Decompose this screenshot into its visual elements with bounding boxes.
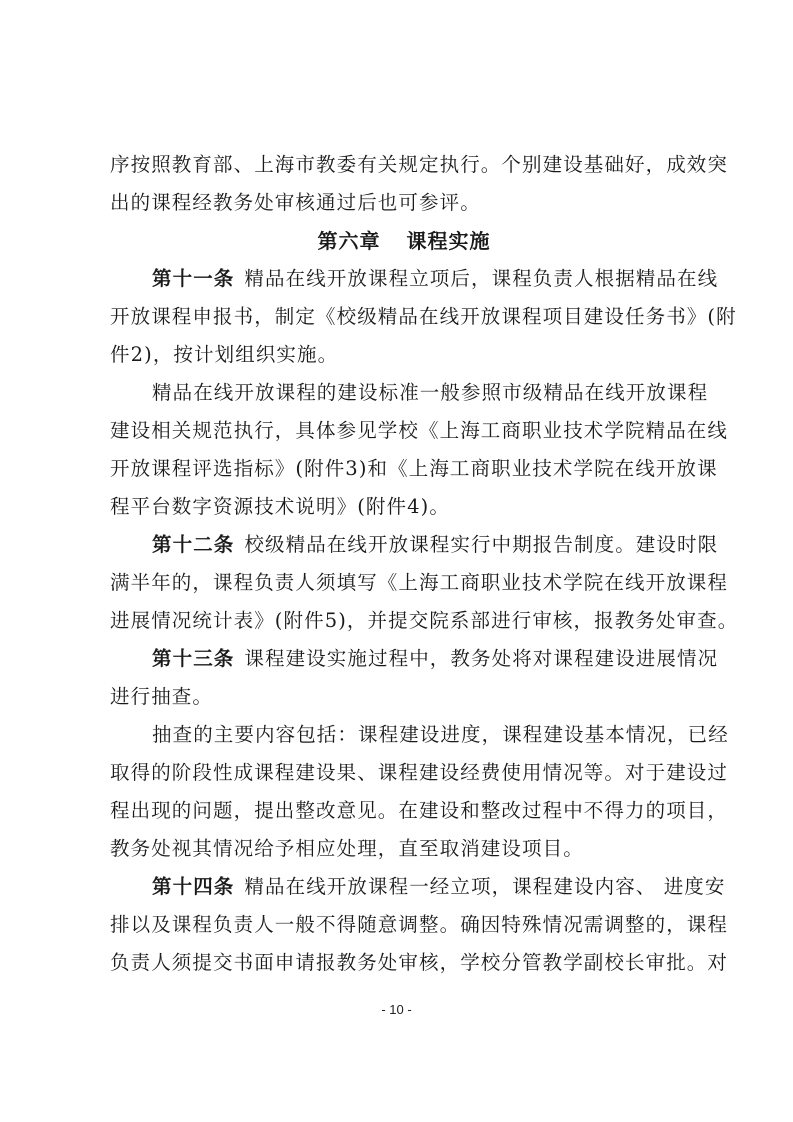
text-line: 精品在线开放课程的建设标准一般参照市级精品在线开放课程 xyxy=(152,381,709,404)
text-line: 开放课程评选指标》(附件3)和《上海工商职业技术学院在线开放课 xyxy=(110,457,718,480)
article-line xyxy=(110,526,719,564)
text-span: 精品在线开放课程立项后，课程负责人根据精品在线 xyxy=(244,267,719,290)
chapter-number: 第六章 xyxy=(317,229,381,253)
text-span: 精品在线开放课程一经立项，课程建设内容、 进度安 xyxy=(244,875,726,898)
article-label: 第十三条 xyxy=(152,647,235,670)
text-line: 开放课程申报书，制定《校级精品在线开放课程项目建设任务书》(附 xyxy=(110,305,737,328)
text-line: 排以及课程负责人一般不得随意调整。确因特殊情况需调整的，课程 xyxy=(110,913,729,936)
text-line: 序按照教育部、上海市教委有关规定执行。个别建设基础好，成效突 xyxy=(110,153,729,176)
chapter-title: 课程实施 xyxy=(406,229,491,253)
text-line: 教务处视其情况给予相应处理，直至取消建设项目。 xyxy=(110,837,584,860)
text-span: 校级精品在线开放课程实行中期报告制度。建设时限 xyxy=(244,533,719,556)
article-label: 第十四条 xyxy=(152,875,235,898)
article-line xyxy=(110,868,726,906)
article-line xyxy=(110,640,719,678)
text-line: 负责人须提交书面申请报教务处审核，学校分管教学副校长审批。对 xyxy=(110,951,729,974)
text-line: 满半年的，课程负责人须填写《上海工商职业技术学院在线开放课程 xyxy=(110,571,729,594)
text-line: 件2)，按计划组织实施。 xyxy=(110,343,339,366)
text-line: 建设相关规范执行，具体参见学校《上海工商职业技术学院精品在线 xyxy=(110,419,729,442)
document-body xyxy=(110,146,739,982)
text-line: 出的课程经教务处审核通过后也可参评。 xyxy=(110,191,481,214)
article-label: 第十一条 xyxy=(152,267,235,290)
text-span: 课程建设实施过程中，教务处将对课程建设进展情况 xyxy=(244,647,719,670)
text-line: 取得的阶段性成课程建设果、课程建设经费使用情况等。对于建设过 xyxy=(110,761,729,784)
text-line: 进展情况统计表》(附件5)，并提交院系部进行审核，报教务处审查。 xyxy=(110,609,739,632)
article-line xyxy=(110,260,719,298)
text-line: 程出现的问题，提出整改意见。在建设和整改过程中不得力的项目， xyxy=(110,799,729,822)
chapter-heading xyxy=(110,222,698,260)
text-line: 程平台数字资源技术说明》(附件4)。 xyxy=(110,495,450,518)
text-line: 抽查的主要内容包括：课程建设进度，课程建设基本情况，已经 xyxy=(152,723,729,746)
article-label: 第十二条 xyxy=(152,533,235,556)
text-line: 进行抽查。 xyxy=(110,685,214,708)
page-number: - 10 - xyxy=(381,1002,412,1017)
